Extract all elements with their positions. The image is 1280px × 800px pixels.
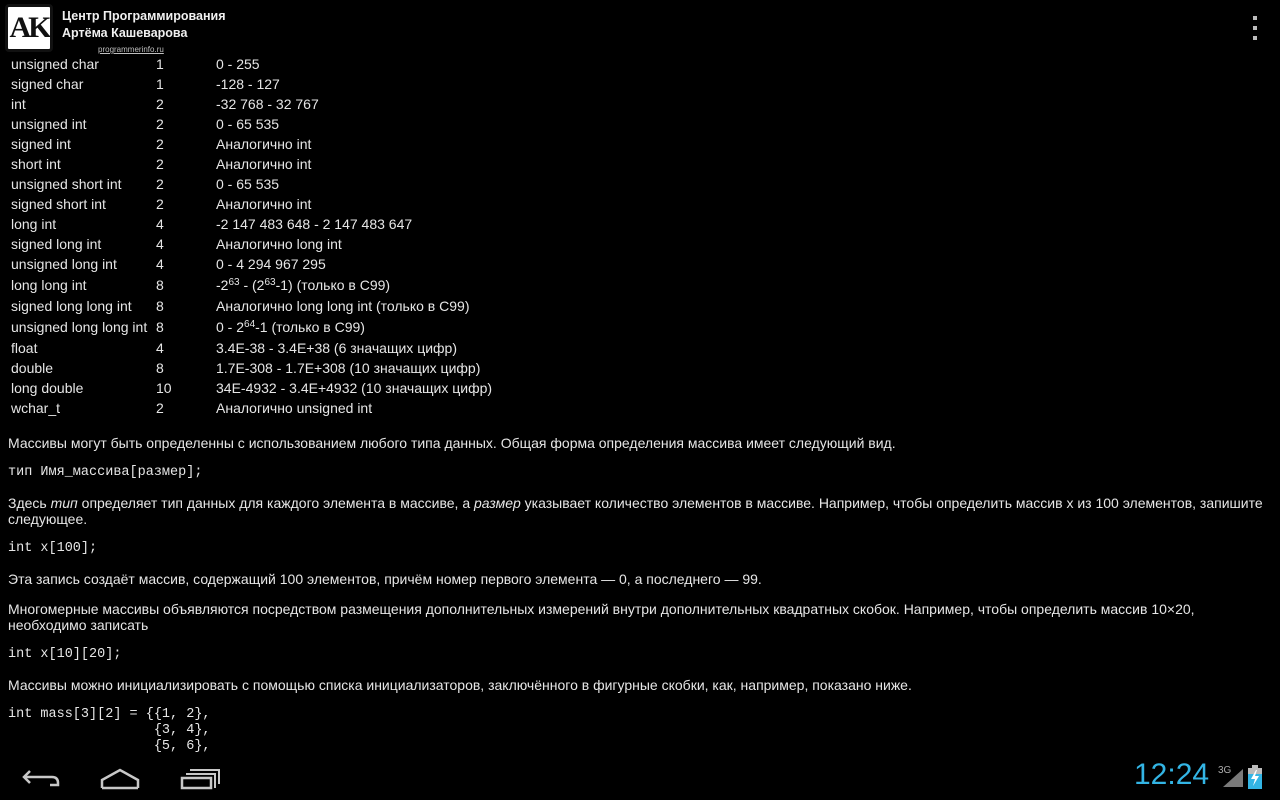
code-int-x-10-20: int x[10][20]; xyxy=(8,647,122,662)
code-mass-init-line2: {3, 4}, xyxy=(8,723,211,738)
type-size-cell: 2 xyxy=(156,156,164,172)
type-size-cell: 4 xyxy=(156,340,164,356)
type-size-cell: 4 xyxy=(156,216,164,232)
table-row xyxy=(8,134,495,154)
table-row xyxy=(8,194,495,214)
code-int-x-100: int x[100]; xyxy=(8,541,98,556)
type-size-cell: 10 xyxy=(156,380,172,396)
status-clock[interactable]: 12:24 xyxy=(1134,758,1210,791)
type-name-cell: double xyxy=(11,360,54,376)
table-row xyxy=(8,114,495,134)
table-row xyxy=(8,234,495,254)
app-title-line2: Артёма Кашеварова xyxy=(62,26,188,40)
type-size-cell: 2 xyxy=(156,176,164,192)
type-size-cell: 8 xyxy=(156,319,164,335)
type-range-cell: Аналогично long long int (только в C99) xyxy=(216,298,470,314)
type-name-cell: unsigned short int xyxy=(11,176,122,192)
type-range-cell: Аналогично unsigned int xyxy=(216,400,373,416)
back-icon[interactable] xyxy=(10,761,74,793)
network-type-label: 3G xyxy=(1218,765,1232,776)
type-range-cell: -128 - 127 xyxy=(216,76,280,92)
type-name-cell: unsigned long long int xyxy=(11,319,148,335)
type-size-cell: 2 xyxy=(156,196,164,212)
type-range-cell: -32 768 - 32 767 xyxy=(216,96,319,112)
type-name-cell: unsigned char xyxy=(11,56,99,72)
data-types-table xyxy=(8,54,495,418)
type-name-cell: signed long int xyxy=(11,236,102,252)
type-name-cell: signed char xyxy=(11,76,84,92)
type-name-cell: signed long long int xyxy=(11,298,132,314)
table-row xyxy=(8,154,495,174)
paragraph-initializers: Массивы можно инициализировать с помощью списка инициализаторов, заключённого в фигурные скобки, как, например, показано ниже. xyxy=(8,677,912,693)
code-mass-init-line1: int mass[3][2] = {{1, 2}, xyxy=(8,707,211,722)
type-range-cell: 0 - 4 294 967 295 xyxy=(216,256,326,272)
type-range-cell: Аналогично int xyxy=(216,136,312,152)
type-range-cell: -2 147 483 648 - 2 147 483 647 xyxy=(216,216,413,232)
app-logo[interactable] xyxy=(5,4,53,52)
type-size-cell: 2 xyxy=(156,96,164,112)
table-row xyxy=(8,94,495,114)
overflow-menu-icon[interactable] xyxy=(1252,16,1258,40)
type-range-cell: 1.7E-308 - 1.7E+308 (10 значащих цифр) xyxy=(216,360,481,376)
type-size-cell: 8 xyxy=(156,277,164,293)
type-name-cell: short int xyxy=(11,156,61,172)
action-bar xyxy=(0,0,1280,56)
table-row xyxy=(8,274,495,296)
type-size-cell: 8 xyxy=(156,298,164,314)
type-size-cell: 1 xyxy=(156,56,164,72)
battery-charging-icon xyxy=(1248,765,1262,789)
type-name-cell: int xyxy=(11,96,26,112)
type-size-cell: 2 xyxy=(156,116,164,132)
type-range-cell: 3.4E-38 - 3.4E+38 (6 значащих цифр) xyxy=(216,340,457,356)
table-row xyxy=(8,74,495,94)
system-nav-bar xyxy=(0,753,1280,800)
home-icon[interactable] xyxy=(88,761,152,793)
type-name-cell: float xyxy=(11,340,38,356)
type-name-cell: unsigned int xyxy=(11,116,87,132)
type-name-cell: signed int xyxy=(11,136,71,152)
article-content[interactable] xyxy=(0,54,1280,753)
type-size-cell: 2 xyxy=(156,136,164,152)
type-name-cell: unsigned long int xyxy=(11,256,117,272)
type-name-cell: long double xyxy=(11,380,84,396)
type-range-cell: Аналогично int xyxy=(216,196,312,212)
type-size-cell: 8 xyxy=(156,360,164,376)
type-range-cell: $-2^{63} - (2^{63}-1)$ (только в C99) xyxy=(216,277,391,293)
table-row xyxy=(8,296,495,316)
paragraph-arrays-intro: Массивы могут быть определенны с использованием любого типа данных. Общая форма определения массива имеет следующий вид. xyxy=(8,435,896,451)
table-row xyxy=(8,214,495,234)
type-range-cell: Аналогично int xyxy=(216,156,312,172)
paragraph-multidimensional: Многомерные массивы объявляются посредством размещения дополнительных измерений внутри дополнительных квадратных скобок. Например, чтобы определить массив 10×20, необходимо записать xyxy=(8,601,1195,633)
type-range-cell: Аналогично long int xyxy=(216,236,342,252)
type-name-cell: signed short int xyxy=(11,196,106,212)
type-range-cell: 0 - 65 535 xyxy=(216,116,280,132)
code-mass-init-line3: {5, 6}, xyxy=(8,739,211,753)
app-title-line1: Центр Программирования xyxy=(62,9,226,23)
type-range-cell: 0 - 255 xyxy=(216,56,260,72)
type-size-cell: 2 xyxy=(156,400,164,416)
logo-text: AK xyxy=(9,11,49,44)
table-row xyxy=(8,316,495,338)
type-range-cell: $0 - 2^{64}-1$ (только в C99) xyxy=(216,319,365,335)
table-row xyxy=(8,174,495,194)
table-row xyxy=(8,398,495,418)
type-size-cell: 4 xyxy=(156,256,164,272)
type-name-cell: long int xyxy=(11,216,57,232)
app-subtitle-link[interactable]: programmerinfo.ru xyxy=(98,45,164,54)
paragraph-type-size: Здесь тип определяет тип данных для каждого элемента в массиве, а размер указывает количество элементов в массиве. Например, чтобы определить массив x из 100 элементов, запишите следующее. xyxy=(8,495,1263,527)
table-row xyxy=(8,254,495,274)
type-size-cell: 4 xyxy=(156,236,164,252)
table-row xyxy=(8,54,495,74)
type-range-cell: 0 - 65 535 xyxy=(216,176,280,192)
table-row xyxy=(8,378,495,398)
type-range-cell: 34E-4932 - 3.4E+4932 (10 значащих цифр) xyxy=(216,380,493,396)
type-name-cell: long long int xyxy=(11,277,87,293)
code-array-syntax: тип Имя_массива[размер]; xyxy=(8,465,203,480)
type-size-cell: 1 xyxy=(156,76,164,92)
recent-apps-icon[interactable] xyxy=(168,761,232,793)
signal-icon xyxy=(1222,768,1244,788)
table-row xyxy=(8,338,495,358)
paragraph-array-indexes: Эта запись создаёт массив, содержащий 100 элементов, причём номер первого элемента — 0, а последнего — 99. xyxy=(8,571,762,587)
type-name-cell: wchar_t xyxy=(11,400,61,416)
table-row xyxy=(8,358,495,378)
